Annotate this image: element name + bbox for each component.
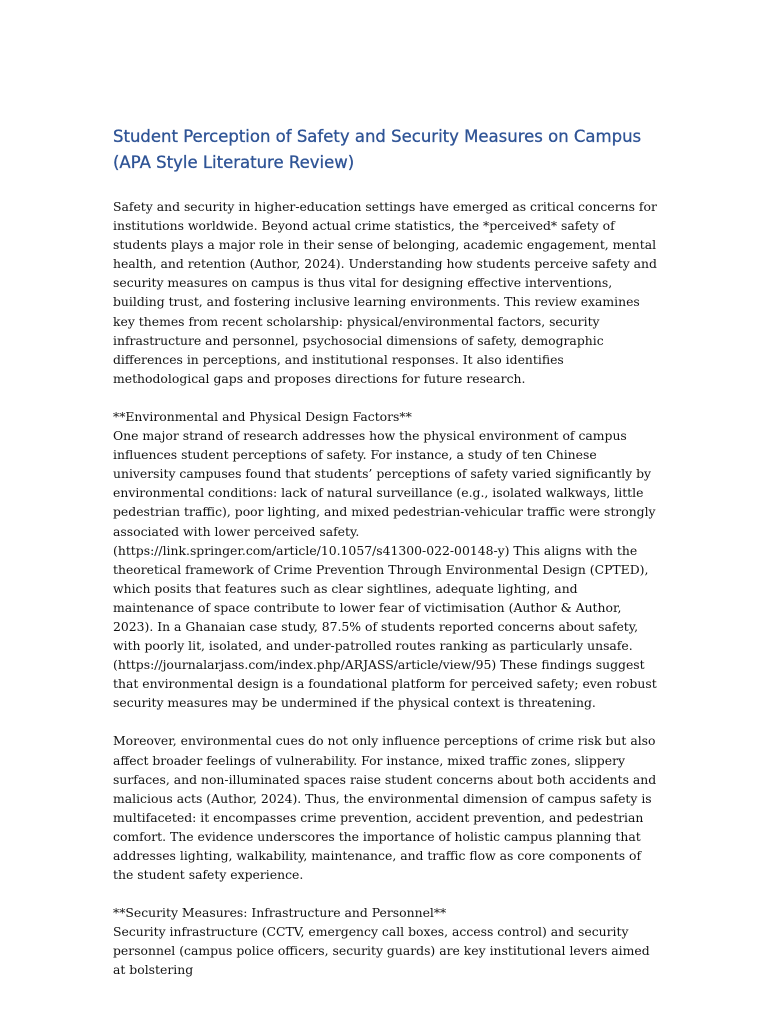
section-security-measures (113, 903, 658, 979)
document-page (113, 124, 658, 999)
body-paragraph: Security infrastructure (CCTV, emergency call boxes, access control) and security personnel (campus police officers, security guards) are key institutional levers aimed at bolstering (113, 924, 650, 978)
body-paragraph: One major strand of research addresses how the physical environment of campus influences student perceptions of safety. For instance, a study of ten Chinese university campuses found that students’ perceptions of safety varied significantly by environmental conditions: lack of natural surveillance (e.g., isolated walkways, little pedestrian traffic), poor lighting, and mixed pedestrian-vehicular traffic were strongly associated with lower perceived safety. (https://link.springer.com/article/10.1057/s41300-022-00148-y) This aligns with the theoretical framework of Crime Prevention Through Environmental Design (CPTED), which posits that features such as clear sightlines, adequate lighting, and maintenance of space contribute to lower fear of victimisation (Author & Author, 2023). In a Ghanaian case study, 87.5% of students reported concerns about safety, with poorly lit, isolated, and under-patrolled routes ranking as particularly unsafe. (https://journalarjass.com/index.php/ARJASS/article/view/95) These findings suggest that environmental design is a foundational platform for perceived safety; even robust security measures may be undermined if the physical context is threatening. (113, 428, 657, 711)
section-environmental-design (113, 407, 658, 713)
intro-paragraph: Safety and security in higher-education settings have emerged as critical concerns for institutions worldwide. Beyond actual crime statistics, the *perceived* safety of students plays a major role in their sense of belonging, academic engagement, mental health, and retention (Author, 2024). Understanding how students perceive safety and security measures on campus is thus vital for designing effective interventions, building trust, and fostering inclusive learning environments. This review examines key themes from recent scholarship: physical/environmental factors, security infrastructure and personnel, psychosocial dimensions of safety, demographic differences in perceptions, and institutional responses. It also identifies methodological gaps and proposes directions for future research. (113, 199, 657, 386)
document-title: Student Perception of Safety and Security Measures on Campus (APA Style Literature Review) (113, 127, 642, 172)
section-heading: **Security Measures: Infrastructure and Personnel** (113, 905, 447, 921)
body-paragraph: Moreover, environmental cues do not only influence perceptions of crime risk but also affect broader feelings of vulnerability. For instance, mixed traffic zones, slippery surfaces, and non-illuminated spaces raise student concerns about both accidents and malicious acts (Author, 2024). Thus, the environmental dimension of campus safety is multifaceted: it encompasses crime prevention, accident prevention, and pedestrian comfort. The evidence underscores the importance of holistic campus planning that addresses lighting, walkability, maintenance, and traffic flow as core components of the student safety experience. (113, 733, 657, 883)
section-heading: **Environmental and Physical Design Factors** (113, 408, 412, 424)
